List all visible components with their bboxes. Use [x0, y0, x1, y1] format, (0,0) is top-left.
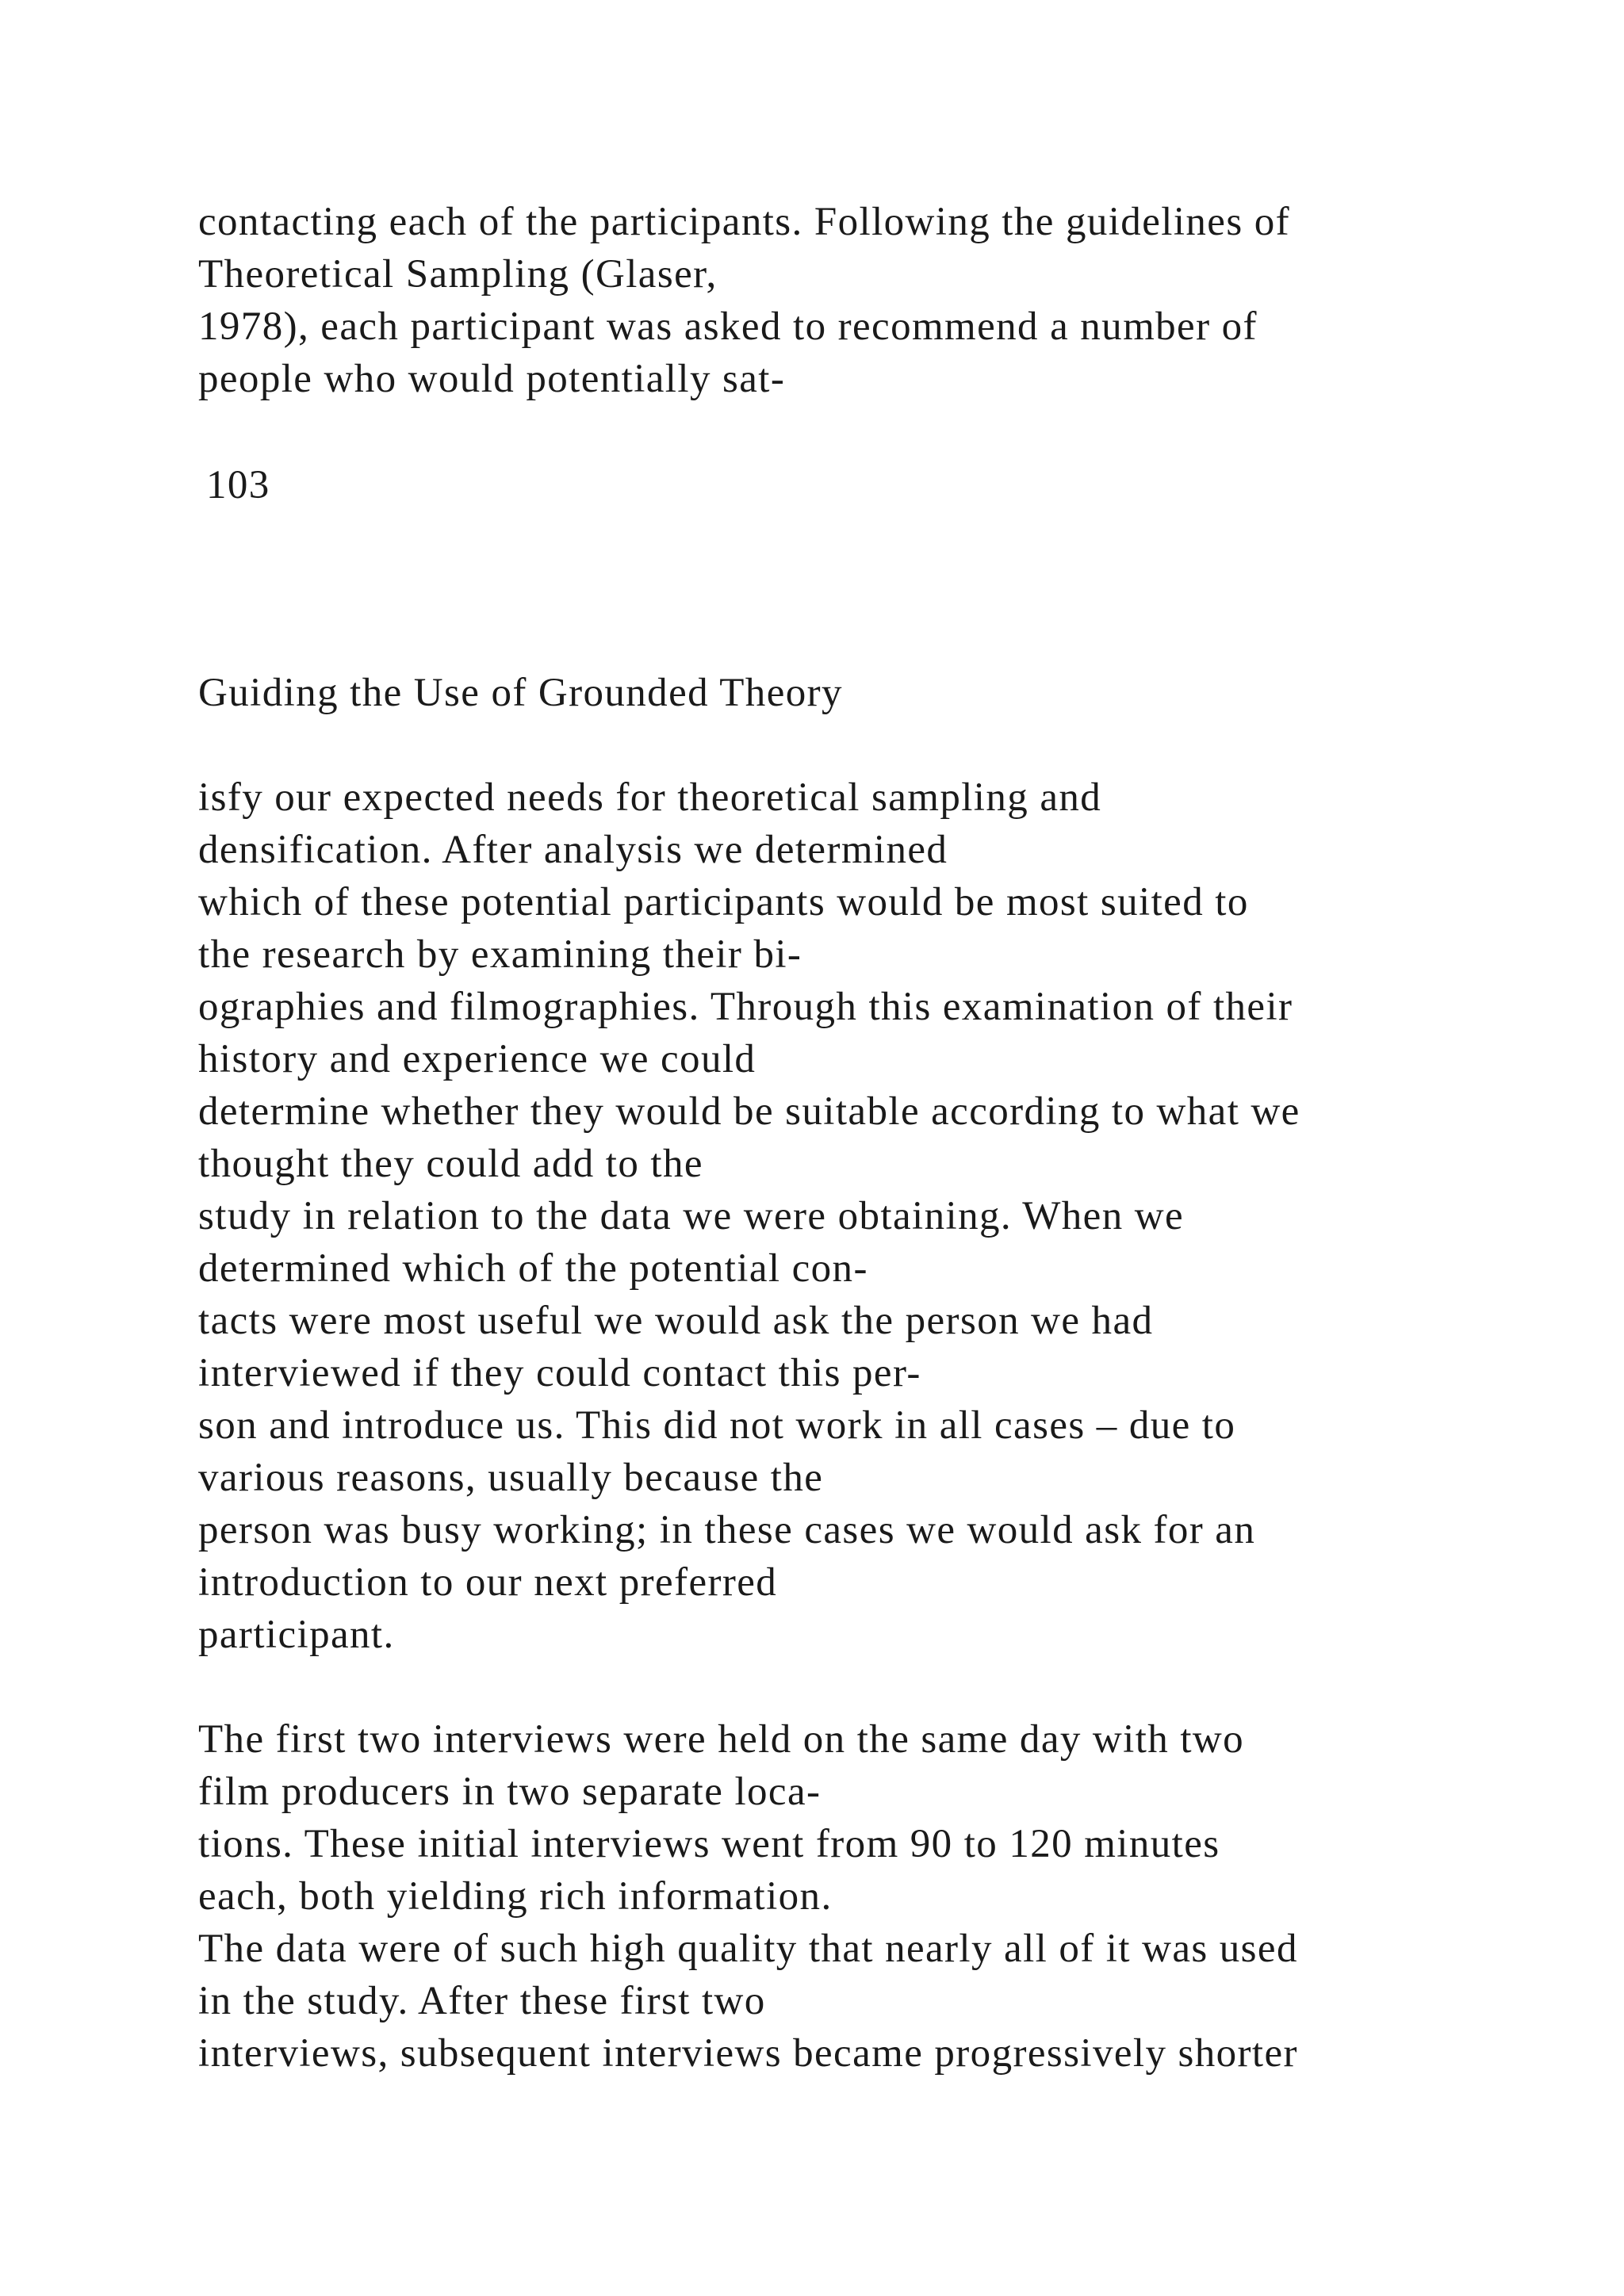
text-line: tions. These initial interviews went from 90 to 120 minutes — [198, 1822, 1220, 1866]
text-line: determined which of the potential con- — [198, 1246, 868, 1291]
text-line: people who would potentially sat- — [198, 357, 786, 401]
text-line: contacting each of the participants. Following the guidelines of — [198, 200, 1291, 244]
text-line: each, both yielding rich information. — [198, 1874, 833, 1919]
text-line: The first two interviews were held on the same day with two — [198, 1717, 1245, 1762]
text-line: introduction to our next preferred — [198, 1560, 778, 1605]
text-line: in the study. After these first two — [198, 1979, 766, 2023]
page-number: 103 — [206, 463, 270, 507]
text-line: Theoretical Sampling (Glaser, — [198, 252, 718, 297]
text-line: determine whether they would be suitable according to what we — [198, 1089, 1300, 1134]
text-line: the research by examining their bi- — [198, 932, 802, 977]
text-line: interviewed if they could contact this per- — [198, 1351, 921, 1395]
text-line: person was busy working; in these cases we would ask for an — [198, 1508, 1256, 1552]
text-line: film producers in two separate loca- — [198, 1770, 822, 1814]
text-line: various reasons, usually because the — [198, 1456, 824, 1500]
text-line: thought they could add to the — [198, 1142, 703, 1186]
text-line: which of these potential participants would be most suited to — [198, 880, 1249, 924]
text-line: isfy our expected needs for theoretical sampling and — [198, 775, 1102, 820]
running-header: Guiding the Use of Grounded Theory — [198, 671, 843, 715]
text-line: study in relation to the data we were obtaining. When we — [198, 1194, 1185, 1238]
text-line: ographies and filmographies. Through this examination of their — [198, 985, 1293, 1029]
text-line: participant. — [198, 1613, 395, 1657]
text-line: interviews, subsequent interviews became progressively shorter — [198, 2031, 1298, 2076]
text-line: history and experience we could — [198, 1037, 756, 1081]
text-line: tacts were most useful we would ask the person we had — [198, 1299, 1154, 1343]
text-line: densification. After analysis we determined — [198, 828, 948, 872]
text-line: son and introduce us. This did not work in all cases – due to — [198, 1403, 1236, 1448]
text-line: 1978), each participant was asked to recommend a number of — [198, 304, 1258, 349]
text-line: The data were of such high quality that nearly all of it was used — [198, 1927, 1298, 1971]
